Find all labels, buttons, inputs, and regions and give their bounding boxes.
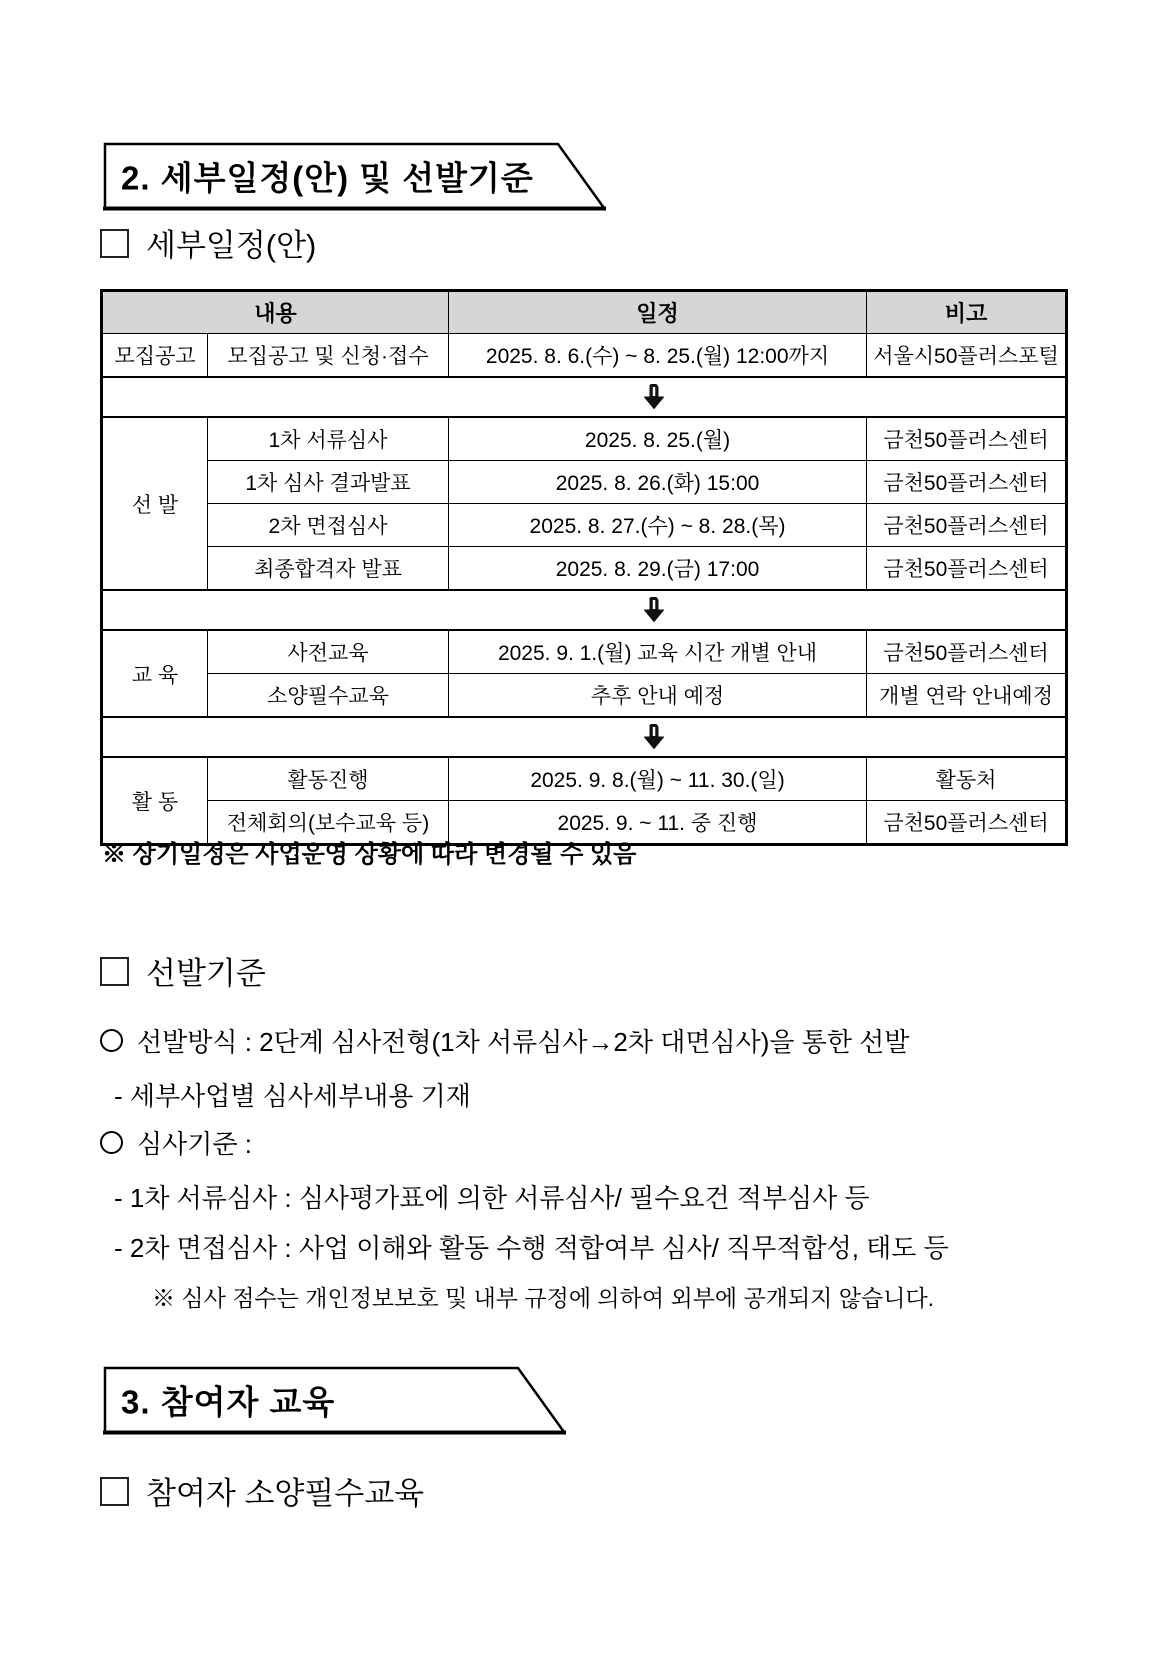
down-arrow-icon [643, 597, 665, 623]
criteria-item-detail [114, 1076, 471, 1113]
section-2-title: 2. 세부일정(안) 및 선발기준 [121, 159, 534, 197]
table-row [102, 334, 1067, 378]
table-cell: 전체회의(보수교육 등) [208, 801, 449, 845]
table-cell: 모집공고 및 신청·접수 [208, 334, 449, 378]
group-label-cell: 교 육 [102, 630, 208, 717]
table-cell: 활동진행 [208, 757, 449, 801]
table-cell: 2025. 9. ~ 11. 중 진행 [449, 801, 867, 845]
column-header-content: 내용 [102, 291, 449, 334]
table-cell: 금천50플러스센터 [867, 547, 1067, 591]
education-subtitle-label: 참여자 소양필수교육 [146, 1476, 425, 1511]
table-cell: 1차 심사 결과발표 [208, 461, 449, 504]
table-cell: 금천50플러스센터 [867, 461, 1067, 504]
table-cell: 추후 안내 예정 [449, 674, 867, 718]
table-cell: 소양필수교육 [208, 674, 449, 718]
criteria-item-method [100, 1022, 909, 1059]
table-row [102, 461, 1067, 504]
table-row [102, 504, 1067, 547]
table-cell: 2025. 8. 29.(금) 17:00 [449, 547, 867, 591]
table-header-row [102, 291, 1067, 334]
table-row [102, 757, 1067, 801]
table-row [102, 674, 1067, 718]
table-row [102, 417, 1067, 461]
table-cell: 2025. 8. 6.(수) ~ 8. 25.(월) 12:00까지 [449, 334, 867, 378]
table-cell: 사전교육 [208, 630, 449, 674]
criteria-subtitle [100, 948, 266, 993]
criteria-subtitle-label: 선발기준 [146, 956, 266, 991]
schedule-subtitle [100, 220, 316, 265]
criteria-note-text: ※ 심사 점수는 개인정보보호 및 내부 규정에 의하여 외부에 공개되지 않습니다. [152, 1285, 935, 1311]
table-cell: 활동처 [867, 757, 1067, 801]
criteria-item-standard [100, 1124, 252, 1161]
table-cell: 개별 연락 안내예정 [867, 674, 1067, 718]
criteria-item-text: - 1차 서류심사 : 심사평가표에 의한 서류심사/ 필수요건 적부심사 등 [114, 1183, 870, 1213]
table-row [102, 547, 1067, 591]
table-cell: 2025. 8. 25.(월) [449, 417, 867, 461]
table-cell: 2025. 8. 27.(수) ~ 8. 28.(목) [449, 504, 867, 547]
square-bullet-icon [100, 1477, 129, 1506]
table-cell: 1차 서류심사 [208, 417, 449, 461]
table-cell: 금천50플러스센터 [867, 504, 1067, 547]
section-3-title: 3. 참여자 교육 [121, 1383, 336, 1421]
divider-cell [102, 717, 1067, 757]
table-row [102, 630, 1067, 674]
group-label-cell: 활 동 [102, 757, 208, 845]
table-divider-row [102, 590, 1067, 630]
schedule-subtitle-label: 세부일정(안) [146, 228, 317, 263]
table-cell: 2025. 9. 1.(월) 교육 시간 개별 안내 [449, 630, 867, 674]
table-cell: 2025. 9. 8.(월) ~ 11. 30.(일) [449, 757, 867, 801]
group-label-cell: 모집공고 [102, 334, 208, 378]
square-bullet-icon [100, 957, 129, 986]
schedule-table [100, 289, 1068, 846]
table-cell: 금천50플러스센터 [867, 801, 1067, 845]
circle-bullet-icon [100, 1029, 123, 1052]
criteria-privacy-note [152, 1280, 934, 1313]
section-3-banner [103, 1366, 568, 1434]
square-bullet-icon [100, 229, 129, 258]
criteria-item-round2 [114, 1228, 949, 1265]
down-arrow-icon [643, 724, 665, 750]
table-cell: 금천50플러스센터 [867, 417, 1067, 461]
criteria-item-text: - 2차 면접심사 : 사업 이해와 활동 수행 적합여부 심사/ 직무적합성, 태도 등 [114, 1233, 949, 1263]
education-subtitle [100, 1468, 424, 1513]
criteria-item-round1 [114, 1178, 870, 1215]
group-label-cell: 선 발 [102, 417, 208, 590]
table-cell: 2025. 8. 26.(화) 15:00 [449, 461, 867, 504]
table-divider-row [102, 377, 1067, 417]
column-header-schedule: 일정 [449, 291, 867, 334]
table-cell: 최종합격자 발표 [208, 547, 449, 591]
table-cell: 금천50플러스센터 [867, 630, 1067, 674]
divider-cell [102, 377, 1067, 417]
schedule-note: ※ 상기일정은 사업운영 상황에 따라 변경될 수 있음 [102, 841, 637, 868]
criteria-item-text: 심사기준 : [137, 1129, 252, 1159]
criteria-item-text: - 세부사업별 심사세부내용 기재 [114, 1081, 471, 1111]
column-header-note: 비고 [867, 291, 1067, 334]
section-2-banner [103, 142, 608, 210]
table-cell: 2차 면접심사 [208, 504, 449, 547]
table-cell: 서울시50플러스포털 [867, 334, 1067, 378]
table-divider-row [102, 717, 1067, 757]
down-arrow-icon [643, 384, 665, 410]
circle-bullet-icon [100, 1131, 123, 1154]
criteria-item-text: 선발방식 : 2단계 심사전형(1차 서류심사→2차 대면심사)을 통한 선발 [137, 1027, 910, 1057]
divider-cell [102, 590, 1067, 630]
